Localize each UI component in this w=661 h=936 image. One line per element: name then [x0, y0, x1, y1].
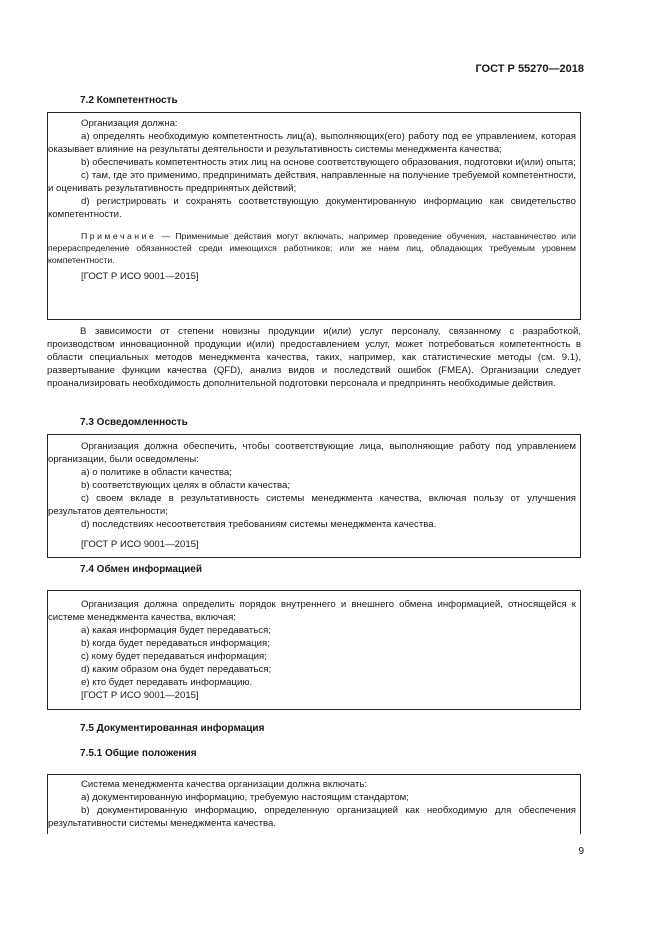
section-7-5-1-quote-box: [47, 774, 581, 834]
document-number: ГОСТ Р 55270—2018: [475, 63, 584, 75]
s73-intro: Организация должна обеспечить, чтобы соответствующие лица, выполняющие работу под управлением организации, были осведомлены:: [48, 441, 576, 465]
section-7-5-heading: 7.5 Документированная информация: [80, 723, 265, 734]
s73-reference: [ГОСТ Р ИСО 9001—2015]: [81, 539, 199, 550]
s72-item-c: c) там, где это применимо, предпринимать действия, направленные на получение требуемой компетентности, и оценивать результативность предпринятых действий;: [48, 170, 576, 194]
note-label: Примечание: [81, 231, 157, 241]
s74-item-c: c) кому будет передаваться информация;: [81, 651, 267, 662]
s74-intro: Организация должна определить порядок внутреннего и внешнего обмена информацией, относящейся к системе менеджмента качества, включая:: [48, 599, 576, 623]
section-7-2-quote-box: [47, 112, 581, 320]
page-number: 9: [578, 846, 584, 857]
section-7-3-quote-box: [47, 434, 581, 558]
section-7-4-heading: 7.4 Обмен информацией: [80, 564, 203, 575]
s72-item-a: а) определять необходимую компетентность лиц(а), выполняющих(его) работу под ее управлением, которая оказывает влияние на результаты деятельности и результативность системы менеджмента качества;: [48, 131, 576, 155]
section-7-3-heading: 7.3 Осведомленность: [80, 417, 188, 428]
s72-item-b: b) обеспечивать компетентность этих лиц на основе соответствующего образования, подготовки и(или) опыта;: [81, 157, 576, 168]
section-7-2-heading: 7.2 Компетентность: [80, 95, 178, 106]
s72-after-text: В зависимости от степени новизны продукции и(или) услуг персоналу, связанному с разработкой, производством инновационной продукции и(или) предоставлением услуг, может потребоваться компетентность в области специальных методов менеджмента качества, таких, например, как статистические методы (см. 9.1), развертывание функции качества (QFD), анализ видов и последствий ошибок (FMEA). Организации следует проанализировать необходимость дополнительной подготовки персонала и предпринять необходимые действия.: [47, 326, 581, 389]
section-7-5-1-heading: 7.5.1 Общие положения: [80, 748, 197, 759]
s74-item-e: e) кто будет передавать информацию.: [81, 677, 253, 688]
section-7-4-quote-box: [47, 590, 581, 710]
note-text: — Применимые действия могут включать, например проведение обучения, наставничество или перераспределение обязанностей среди имеющихся работников; или же наем лиц, обладающих требуемым уровнем компетентности.: [48, 231, 576, 265]
s72-intro: Организация должна:: [81, 118, 178, 129]
s74-item-a: а) какая информация будет передаваться;: [81, 625, 271, 636]
s72-note: [48, 230, 576, 266]
s74-item-b: b) когда будет передаваться информация;: [81, 638, 270, 649]
s72-item-d: d) регистрировать и сохранять соответствующую документированную информацию как свидетельство компетентности.: [48, 196, 576, 220]
s73-item-d: d) последствиях несоответствия требованиям системы менеджмента качества.: [81, 519, 437, 530]
s74-reference: [ГОСТ Р ИСО 9001—2015]: [81, 690, 199, 701]
s751-item-a: а) документированную информацию, требуемую настоящим стандартом;: [81, 792, 409, 803]
s73-item-a: а) о политике в области качества;: [81, 467, 232, 478]
s73-item-c: c) своем вкладе в результативность системы менеджмента качества, включая пользу от улучшения результатов деятельности;: [48, 493, 576, 517]
s72-after-paragraph: [47, 325, 581, 390]
s74-item-d: d) каким образом она будет передаваться;: [81, 664, 272, 675]
s751-item-b: b) документированную информацию, определенную организацией как необходимую для обеспечения результативности системы менеджмента качества.: [48, 805, 576, 829]
s751-intro: Система менеджмента качества организации должна включать:: [81, 779, 368, 790]
s73-item-b: b) соответствующих целях в области качества;: [81, 480, 291, 491]
s72-reference: [ГОСТ Р ИСО 9001—2015]: [81, 271, 199, 282]
